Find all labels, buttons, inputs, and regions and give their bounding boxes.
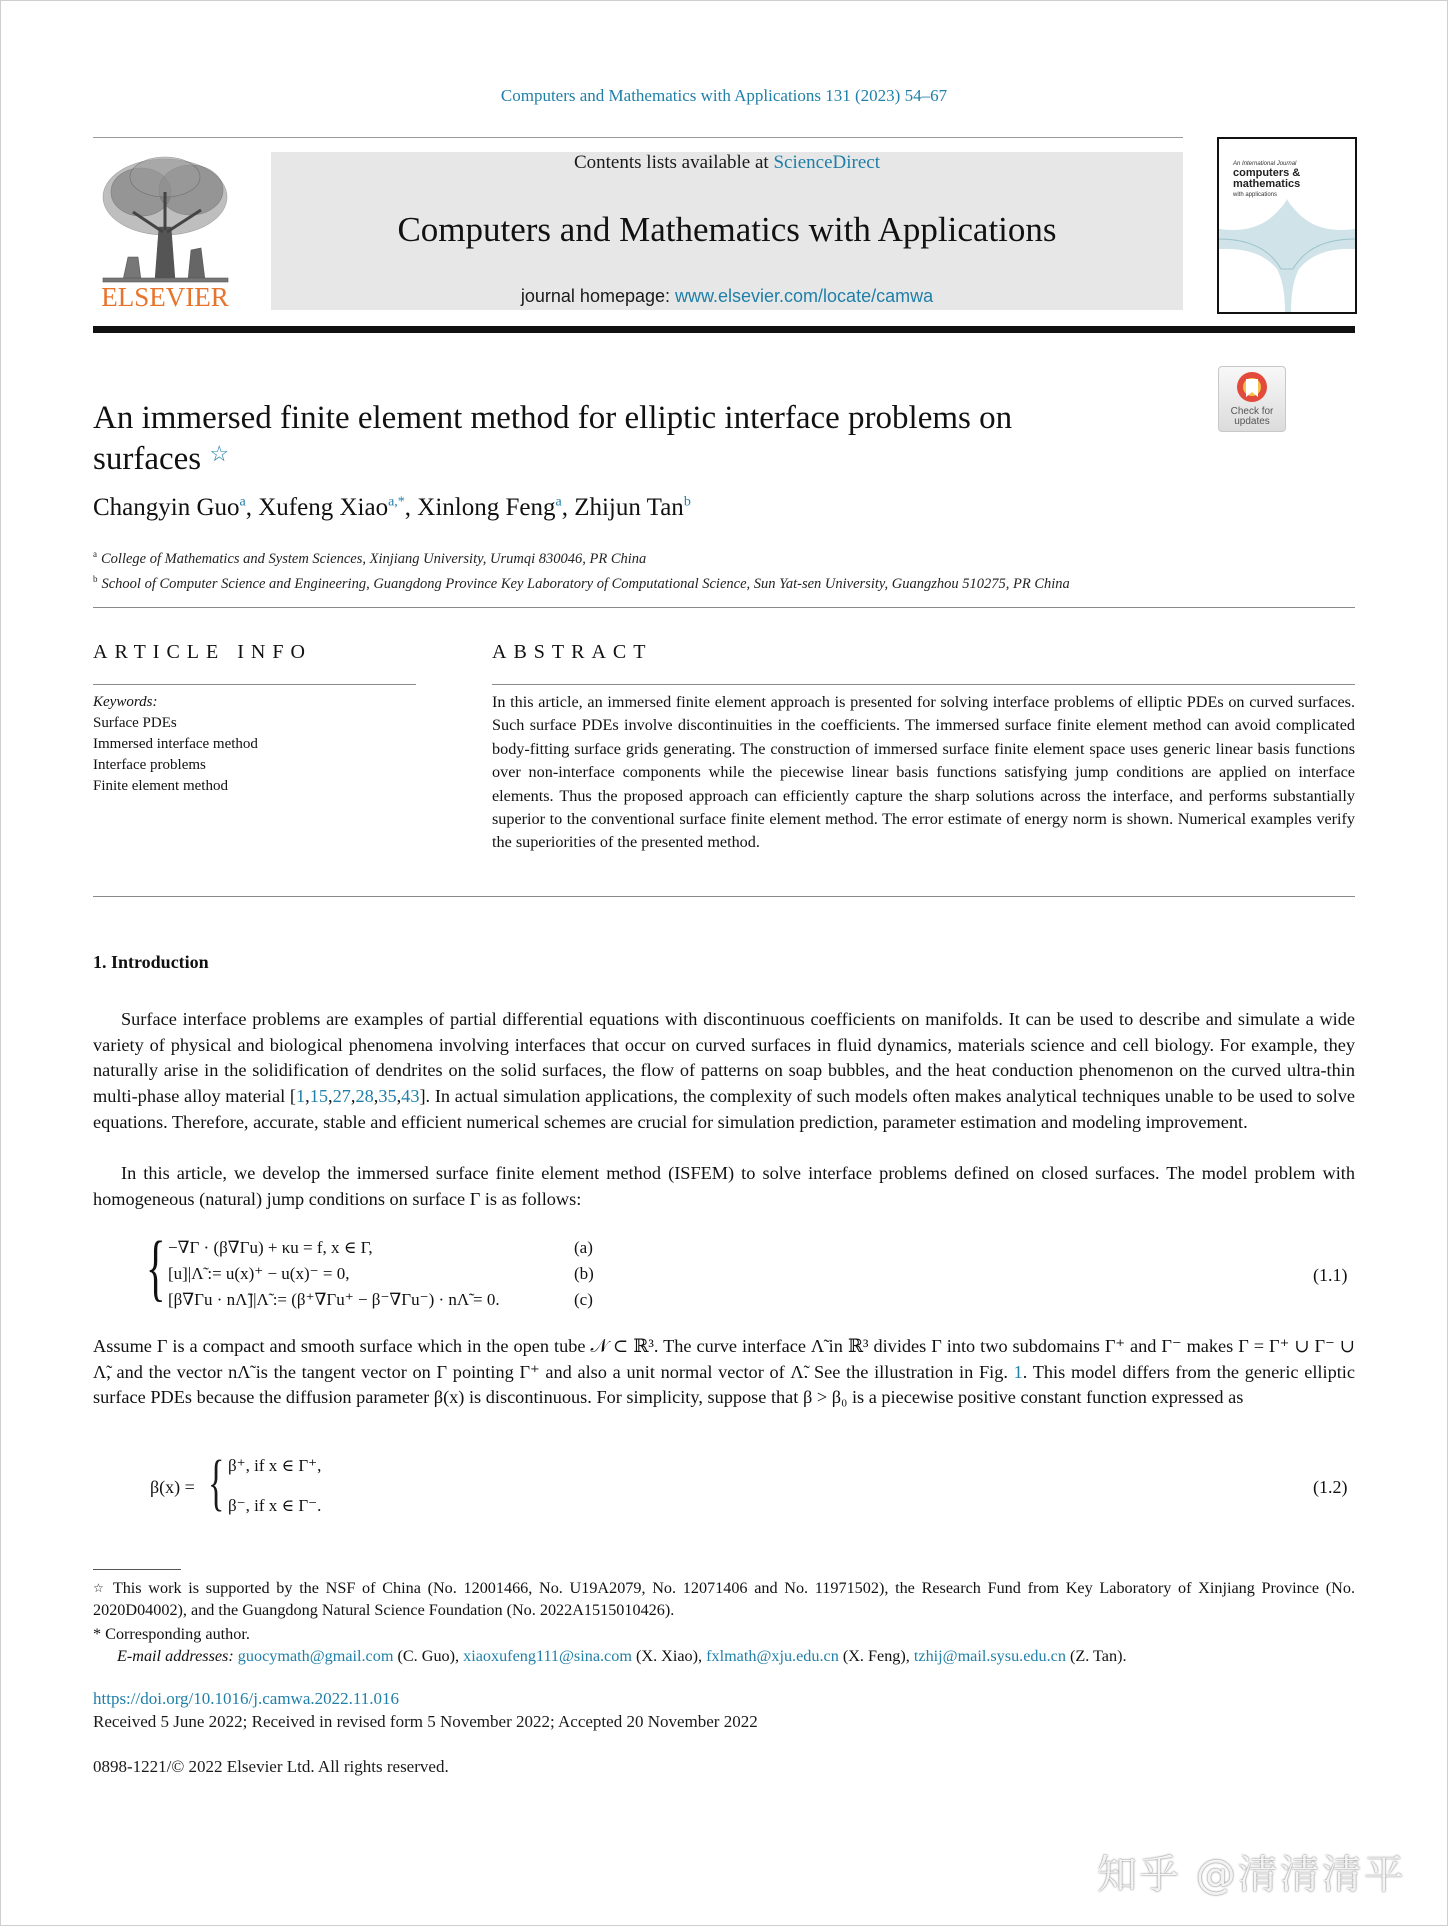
header-rule <box>93 137 1183 138</box>
funding-footnote <box>93 1577 1355 1621</box>
equation-1-1c: [β∇Γu · nΛ̃]|Λ̃ := (β⁺∇Γu⁺ − β⁻∇Γu⁻) · nΛ̃ = 0. <box>168 1290 500 1309</box>
email-owner: (X. Feng), <box>842 1647 910 1665</box>
p2-text: In this article, we develop the immersed surface finite element method (ISFEM) to solve interface problems defined on closed surfaces. The model problem with homogeneous (natural) jump conditions on surface Γ is as follows: <box>93 1163 1355 1209</box>
affiliation-item <box>93 569 1070 594</box>
keyword-item: Immersed interface method <box>93 736 258 752</box>
journal-reference-link[interactable]: Computers and Mathematics with Applications 131 (2023) 54–67 <box>500 86 948 105</box>
affiliation-marker[interactable]: b <box>683 494 691 510</box>
email-link[interactable]: tzhij@mail.sysu.edu.cn <box>913 1647 1066 1665</box>
intro-paragraph-1: Surface interface problems are examples of partial differential equations with discontinuous coefficients on manifolds. It can be used to describe and simulate a wide variety of physical and biological phenomena involving interfaces that occur on curved surfaces in fluid dynamics, materials science and cell biology. For example, they naturally arise in the solidification of dendrites on the solid surfaces, the flow of patterns on soap bubbles, and the heat conduction phenomenon on the curved ultra-thin multi-phase alloy material [1,15,27,28,35,43]. In actual simulation applications, the complexity of such models often makes analytical techniques unable to be used to solve equations. Therefore, accurate, stable and efficient numerical schemes are crucial for simulation prediction, parameter estimation and modeling improvement. <box>93 1009 1355 1132</box>
email-link[interactable]: guocymath@gmail.com <box>237 1647 394 1665</box>
citation-link[interactable]: 27 <box>332 1086 351 1107</box>
title-line-1: An immersed finite element method for elliptic interface problems on <box>93 400 1013 436</box>
introduction-heading: 1. Introduction <box>93 952 209 972</box>
equation-label-a: (a) <box>574 1238 593 1257</box>
citation-link[interactable]: 15 <box>309 1086 329 1107</box>
check-updates-label: Check for updates <box>1230 406 1274 427</box>
svg-text:with applications: with applications <box>1233 192 1278 198</box>
keyword-item: Finite element method <box>93 778 228 794</box>
author-name[interactable]: Xufeng Xiao <box>258 494 389 521</box>
sciencedirect-link[interactable]: ScienceDirect <box>773 152 881 173</box>
section-rule <box>93 607 1355 608</box>
homepage-link[interactable]: www.elsevier.com/locate/camwa <box>675 286 934 306</box>
footnote-asterisk: * <box>93 1625 102 1643</box>
abstract-rule <box>492 684 1355 685</box>
keyword-item: Surface PDEs <box>93 715 177 731</box>
p3-line-3: This model differs from the generic elliptic surface PDEs because the diffusion parameter β(x) is discontinuous. For simplicity, suppose that β > β₀ is a piecewise positive constant function expressed as <box>93 1361 1355 1408</box>
affiliation-item <box>93 544 1070 569</box>
zhihu-watermark: 知乎 @清清清平 <box>1097 1852 1406 1898</box>
p3-line-2-end: . <box>1022 1361 1028 1382</box>
intro-paragraph-2 <box>93 1161 1355 1212</box>
check-for-updates-button[interactable] <box>1218 366 1286 432</box>
contents-prefix: Contents lists available at <box>573 152 774 173</box>
citation-link[interactable]: 1 <box>296 1086 306 1107</box>
svg-text:computers &: computers & <box>1233 167 1301 179</box>
equation-1-2-lhs: β(x) = <box>150 1477 195 1497</box>
article-info-heading: ARTICLE INFO <box>93 641 312 663</box>
equation-brace: { <box>208 1449 225 1517</box>
contents-line <box>271 152 1183 174</box>
email-owner: (C. Guo), <box>397 1647 460 1665</box>
journal-header-box <box>271 152 1183 310</box>
email-link[interactable]: xiaoxufeng111@sina.com <box>463 1647 632 1665</box>
affiliation-marker[interactable]: a,* <box>388 494 405 510</box>
p3-line-1: Assume Γ is a compact and smooth surface which in the open tube 𝒩 ⊂ ℝ³. The curve interface Λ̃ in ℝ³ divides Γ into two subdomains Γ⁺ and Γ⁻ <box>93 1336 1182 1356</box>
elsevier-tree-icon <box>93 152 238 312</box>
journal-cover-image[interactable] <box>1217 137 1357 314</box>
svg-text:mathematics: mathematics <box>1233 178 1301 190</box>
cover-graphic-icon <box>1219 139 1355 312</box>
affiliation-marker[interactable]: a <box>555 494 562 510</box>
title-line-2: surfaces <box>93 441 202 477</box>
abstract-text: In this article, an immersed finite element approach is presented for solving interface problems of elliptic PDEs on curved surfaces. Such surface PDEs involve discontinuities in the coefficients. The immersed surface finite element method can avoid complicated body-fitting surface grids generating. The construction of immersed surface finite element space uses generic linear basis functions over non-interface components while the piecewise linear basis functions satisfying jump conditions are applied on interface elements. Thus the proposed approach can efficiently capture the sharp solutions across the interface, and performs substantially superior to the conventional surface finite element method. The error estimate of energy norm is shown. Numerical examples verify the superiorities of the presented method. <box>492 693 1355 852</box>
equation-1-2b: β⁻, if x ∈ Γ⁻. <box>228 1496 322 1515</box>
corresponding-text: Corresponding author. <box>105 1625 250 1643</box>
keywords-label: Keywords: <box>93 694 158 710</box>
equation-1-1a: −∇Γ · (β∇Γu) + κu = f, x ∈ Γ, <box>168 1238 373 1257</box>
keywords-list <box>93 692 258 797</box>
equation-label-c: (c) <box>574 1290 593 1309</box>
affiliation-text: College of Mathematics and System Sciences, Xinjiang University, Urumqi 830046, PR China <box>101 550 647 567</box>
affiliation-sup: a <box>93 549 97 559</box>
citation-link[interactable]: 35 <box>378 1086 397 1107</box>
funding-text: This work is supported by the NSF of China (No. 12001466, No. U19A2079, No. 12071406 and No. 11971502), the Research Fund from Key Laboratory of Xinjiang Province (No. 2020D04002), and the Guangdong Natural Science Foundation (No. 2022A1515010426). <box>93 1579 1355 1619</box>
author-list: Changyin Guo$^a$, Xufeng Xiao$^{a,*}$, Xinlong Feng$^a$, Zhijun Tan$^b$ <box>93 494 691 521</box>
p1-text: Surface interface problems are examples of partial differential equations with discontinuous coefficients on manifolds. It can be used to describe and simulate a wide variety of physical and biological phenomena involving interfaces that occur on curved surfaces in fluid dynamics, materials science and cell biology. For example, they naturally arise in the solidification of dendrites on the solid surfaces, the flow of patterns on soap bubbles, and the heat conduction phenomenon on the curved ultra-thin multi-phase alloy material [ <box>93 1009 1355 1107</box>
equation-1-1b: [u]|Λ̃ := u(x)⁺ − u(x)⁻ = 0, <box>168 1264 350 1283</box>
svg-text:ELSEVIER: ELSEVIER <box>101 282 229 312</box>
equation-1-2a: β⁺, if x ∈ Γ⁺, <box>228 1456 322 1475</box>
affiliation-text: School of Computer Science and Engineering, Guangdong Province Key Laboratory of Computational Science, Sun Yat-sen University, Guangzhou 510275, PR China <box>101 575 1070 592</box>
paper-title <box>93 398 1143 480</box>
header-thick-rule <box>93 326 1355 333</box>
journal-title: Computers and Mathematics with Applications <box>397 210 1057 249</box>
equation-brace: { <box>146 1227 166 1309</box>
author-name[interactable]: Changyin Guo <box>93 494 240 521</box>
citation-link[interactable]: 43 <box>401 1086 420 1107</box>
received-dates: Received 5 June 2022; Received in revised form 5 November 2022; Accepted 20 November 2022 <box>93 1712 758 1731</box>
affiliations <box>93 544 1070 594</box>
email-link[interactable]: fxlmath@xju.edu.cn <box>706 1647 839 1665</box>
email-owner: (Z. Tan). <box>1069 1647 1127 1665</box>
affiliation-sup: b <box>93 573 98 584</box>
keyword-item: Interface problems <box>93 757 206 773</box>
footnote-rule <box>93 1569 181 1570</box>
svg-text:An International Journal: An International Journal <box>1233 161 1297 167</box>
copyright-notice: 0898-1221/© 2022 Elsevier Ltd. All rights reserved. <box>93 1757 449 1776</box>
doi-link[interactable]: https://doi.org/10.1016/j.camwa.2022.11.016 <box>93 1689 399 1708</box>
homepage-line <box>271 286 1183 307</box>
equation-number-1-1: (1.1) <box>1313 1265 1348 1285</box>
abstract-heading: ABSTRACT <box>492 641 653 663</box>
p3-line-2: makes Γ = Γ⁺ ∪ Γ⁻ ∪ Λ̃, and the vector nΛ̃ is the tangent vector on Γ pointing Γ⁺ and also a unit normal vector of Λ̃. See the illustration in Fig. <box>93 1336 1355 1382</box>
author-name[interactable]: Xinlong Feng <box>417 494 556 521</box>
intro-paragraph-3 <box>93 1334 1355 1411</box>
funding-star-link[interactable]: ☆ <box>209 441 230 466</box>
citation-link[interactable]: 28 <box>355 1086 374 1107</box>
article-info-rule <box>93 684 416 685</box>
bookmark-icon <box>1219 367 1285 407</box>
equation-number-1-2: (1.2) <box>1313 1477 1348 1497</box>
email-footnote <box>93 1645 1355 1667</box>
affiliation-marker[interactable]: a <box>239 494 246 510</box>
author-name[interactable]: Zhijun Tan <box>574 494 684 521</box>
figure-link[interactable]: 1 <box>1013 1361 1023 1382</box>
email-label: E-mail addresses: <box>117 1647 234 1665</box>
homepage-prefix: journal homepage: <box>520 286 675 306</box>
p1-text-after: ]. In actual simulation applications, the complexity of such models often makes analytical techniques unable to be used to solve equations. Therefore, accurate, stable and efficient numerical schemes are crucial for simulation prediction, parameter estimation and modeling improvement. <box>93 1086 1355 1132</box>
footnote-star: ☆ <box>93 1581 107 1595</box>
elsevier-logo <box>93 152 238 312</box>
equation-label-b: (b) <box>574 1264 594 1283</box>
email-owner: (X. Xiao), <box>635 1647 703 1665</box>
corresponding-footnote <box>93 1623 1355 1645</box>
section-rule <box>93 896 1355 897</box>
